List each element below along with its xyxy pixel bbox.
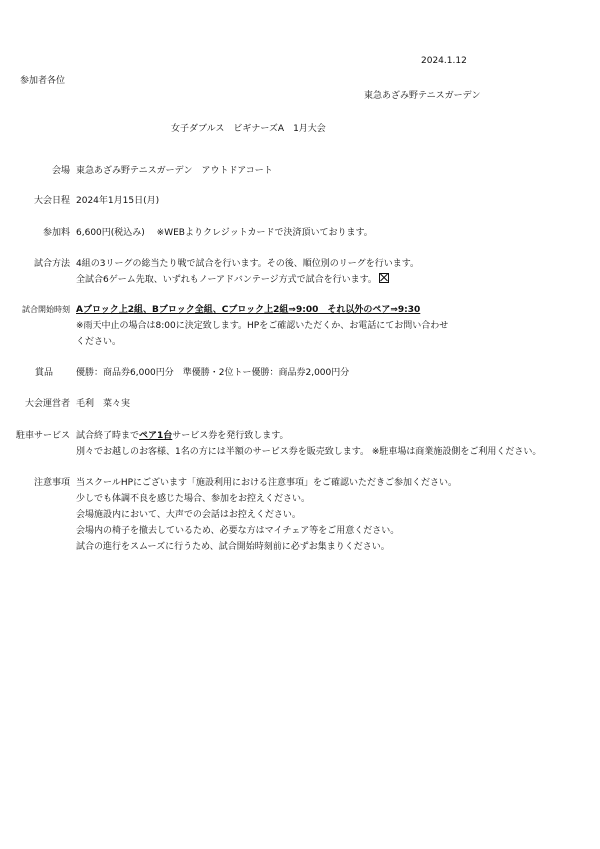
start-time-line-1: Aブロック上2組、Bブロック全組、Cブロック上2組⇒9:00 それ以外のペア⇒9:30 — [76, 305, 421, 315]
prize-label: 賞品 — [34, 368, 53, 378]
parking-line-2: 別々でお越しのお客様、1名の方には半額のサービス券を販売致します。 ※駐車場は商業施設側をご利用ください。 — [76, 447, 542, 457]
format-line-1: 4組の3リーグの総当たり戦で試合を行います。その後、順位別のリーグを行います。 — [76, 259, 420, 269]
fee-value: 6,600円(税込み) ※WEBよりクレジットカードで決済頂いております。 — [76, 228, 373, 238]
start-time-line-2: ※雨天中止の場合は8:00に決定致します。HPをご確認いただくか、お電話にてお問い合わせ — [76, 321, 449, 331]
notes-label: 注意事項 — [33, 478, 70, 488]
fee-label: 参加料 — [42, 228, 70, 238]
document-title: 女子ダブルス ビギナーズA 1月大会 — [171, 124, 326, 134]
organizer-value: 毛利 菜々実 — [76, 399, 131, 409]
recipient: 参加者各位 — [20, 76, 66, 86]
notes-item: 会場施設内において、大声での会話はお控えください。 — [76, 510, 301, 520]
venue-value: 東急あざみ野テニスガーデン アウトドアコート — [76, 166, 273, 176]
parking-line-1-emphasis: ペア1台 — [139, 431, 173, 441]
parking-label: 駐車サービス — [15, 431, 70, 441]
venue-label: 会場 — [51, 166, 70, 176]
notes-item: 少しでも体調不良を感じた場合、参加をお控えください。 — [76, 494, 311, 504]
format-line-2 — [76, 272, 389, 288]
format-label: 試合方法 — [33, 259, 70, 269]
notes-item: 会場内の椅子を撤去しているため、必要な方はマイチェア等をご用意ください。 — [76, 526, 400, 536]
date-label: 大会日程 — [33, 196, 70, 206]
parking-line-1 — [76, 428, 289, 444]
start-time-label: 試合開始時刻 — [22, 305, 70, 314]
parking-line-1-post: サービス券を発行致します。 — [172, 431, 289, 441]
parking-line-1-pre: 試合終了時まで — [76, 431, 140, 441]
notes-item: 当スクールHPにございます「施設利用における注意事項」をご確認いただきご参加ください。 — [76, 478, 458, 488]
checkbox-x-icon — [379, 273, 389, 283]
organizer-label: 大会運営者 — [24, 399, 70, 409]
date-value: 2024年1月15日(月) — [76, 196, 160, 206]
format-line-2-text: 全試合6ゲーム先取、いずれもノーアドバンテージ方式で試合を行います。 — [76, 275, 377, 285]
prize-value: 優勝：商品券6,000円分 準優勝・2位トー優勝：商品券2,000円分 — [76, 368, 350, 378]
notes-item: 試合の進行をスムーズに行うため、試合開始時刻前に必ずお集まりください。 — [76, 542, 390, 552]
start-time-line-3: ください。 — [76, 337, 122, 347]
issue-date: 2024.1.12 — [421, 56, 467, 66]
sender: 東急あざみ野テニスガーデン — [364, 91, 481, 101]
